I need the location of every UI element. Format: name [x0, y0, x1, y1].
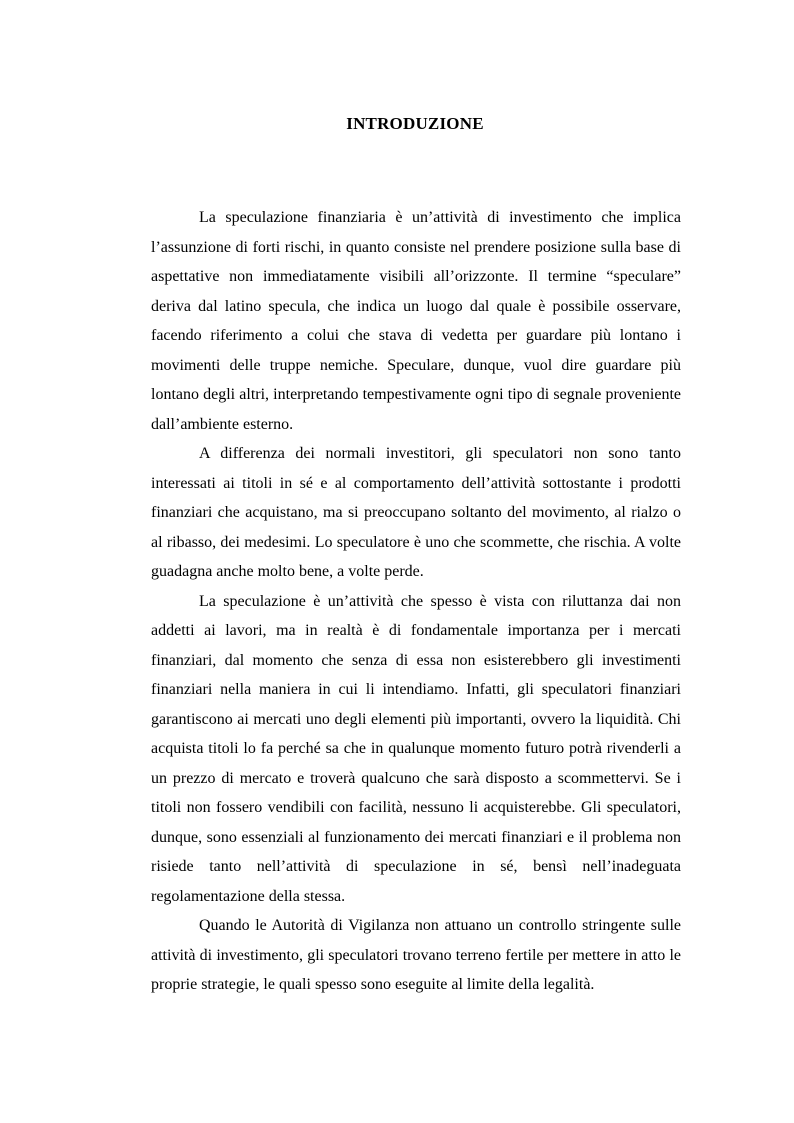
- paragraph-3: La speculazione è un’attività che spesso è vista con riluttanza dai non addetti ai lavori, ma in realtà è di fondamentale importanza per i mercati finanziari, dal momento che senza di essa non esisterebbero gli investimenti finanziari nella maniera in cui li intendiamo. Infatti, gli speculatori finanziari garantiscono ai mercati uno degli elementi più importanti, ovvero la liquidità. Chi acquista titoli lo fa perché sa che in qualunque momento futuro potrà rivenderli a un prezzo di mercato e troverà qualcuno che sarà disposto a scommettervi. Se i titoli non fossero vendibili con facilità, nessuno li acquisterebbe. Gli speculatori, dunque, sono essenziali al funzionamento dei mercati finanziari e il problema non risiede tanto nell’attività di speculazione in sé, bensì nell’inadeguata regolamentazione della stessa.: [151, 592, 681, 905]
- body-text: [151, 203, 681, 1000]
- paragraph-2: A differenza dei normali investitori, gli speculatori non sono tanto interessati ai titoli in sé e al comportamento dell’attività sottostante i prodotti finanziari che acquistano, ma si preoccupano soltanto del movimento, al rialzo o al ribasso, dei medesimi. Lo speculatore è uno che scommette, che rischia. A volte guadagna anche molto bene, a volte perde.: [151, 445, 681, 580]
- page-title: INTRODUZIONE: [346, 114, 484, 133]
- paragraph-1: La speculazione finanziaria è un’attività di investimento che implica l’assunzione di forti rischi, in quanto consiste nel prendere posizione sulla base di aspettative non immediatamente visibili all’orizzonte. Il termine “speculare” deriva dal latino specula, che indica un luogo dal quale è possibile osservare, facendo riferimento a colui che stava di vedetta per guardare più lontano i movimenti delle truppe nemiche. Speculare, dunque, vuol dire guardare più lontano degli altri, interpretando tempestivamente ogni tipo di segnale proveniente dall’ambiente esterno.: [151, 209, 681, 433]
- paragraph-4: Quando le Autorità di Vigilanza non attuano un controllo stringente sulle attività di investimento, gli speculatori trovano terreno fertile per mettere in atto le proprie strategie, le quali spesso sono eseguite al limite della legalità.: [151, 917, 681, 993]
